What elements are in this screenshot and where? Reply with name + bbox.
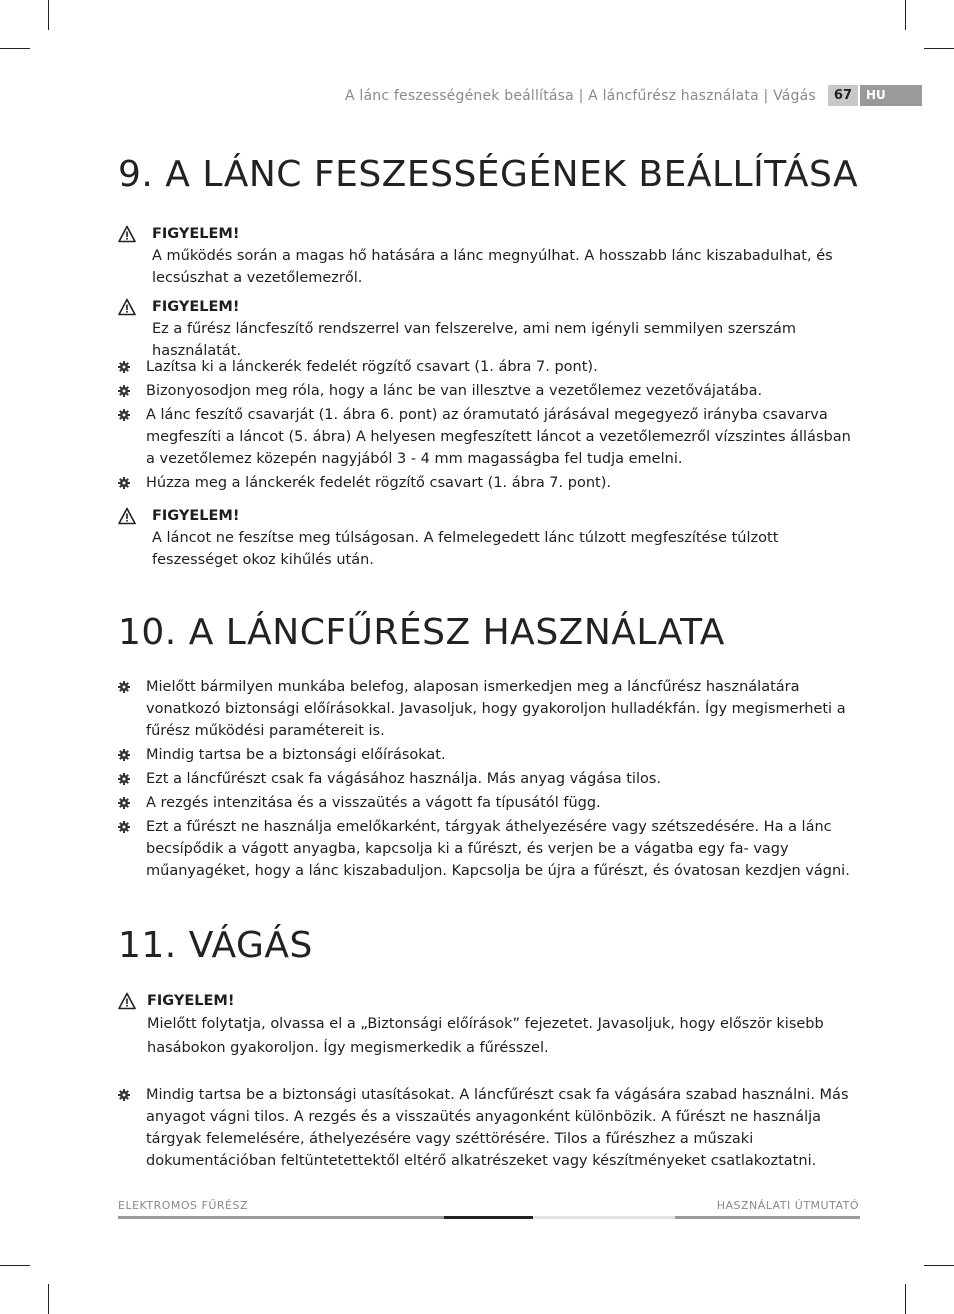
list-item bbox=[118, 744, 858, 766]
warning-block bbox=[118, 990, 858, 1060]
footer-rule bbox=[444, 1216, 533, 1219]
footer-rule bbox=[118, 1216, 444, 1219]
list-item bbox=[118, 792, 858, 814]
gear-bullet-icon bbox=[118, 797, 130, 809]
instruction-list bbox=[118, 676, 858, 884]
crop-mark bbox=[0, 48, 30, 49]
warning-title: FIGYELEM! bbox=[152, 508, 240, 524]
crop-mark bbox=[905, 0, 906, 30]
crop-mark bbox=[48, 0, 49, 30]
section-title: 10. A LÁNCFŰRÉSZ HASZNÁLATA bbox=[118, 612, 725, 653]
crop-mark bbox=[48, 1284, 49, 1314]
instruction-list bbox=[118, 356, 858, 496]
instruction-list bbox=[118, 1084, 858, 1174]
gear-bullet-icon bbox=[118, 477, 130, 489]
warning-text: A működés során a magas hő hatására a lánc megnyúlhat. A hosszabb lánc kiszabadulhat, és lecsúszhat a vezetőlemezről. bbox=[152, 248, 833, 286]
crop-mark bbox=[924, 48, 954, 49]
list-item-text: Ezt a fűrészt ne használja emelőkarként, tárgyak áthelyezésére vagy szétszedésére. Ha a lánc becsípődik a vágott anyagba, kapcsolja ki a fűrészt, és verjen be a vágatba egy fa- vagy műanyagéket, hogy a lánc kiszabaduljon. Kapcsolja be újra a fűrészt, és óvatosan kezdjen vágni. bbox=[146, 819, 850, 879]
section-title: 11. VÁGÁS bbox=[118, 925, 313, 966]
list-item bbox=[118, 768, 858, 790]
list-item bbox=[118, 404, 858, 470]
warning-block bbox=[118, 296, 858, 362]
list-item bbox=[118, 380, 858, 402]
warning-title: FIGYELEM! bbox=[147, 993, 235, 1009]
list-item-text: Lazítsa ki a lánckerék fedelét rögzítő csavart (1. ábra 7. pont). bbox=[146, 359, 598, 375]
gear-bullet-icon bbox=[118, 821, 130, 833]
breadcrumb: A lánc feszességének beállítása | A láncfűrész használata | Vágás bbox=[344, 87, 816, 104]
page-number: 67 bbox=[828, 85, 858, 106]
list-item bbox=[118, 676, 858, 742]
footer-rule bbox=[675, 1216, 860, 1219]
list-item bbox=[118, 472, 858, 494]
page-header bbox=[345, 85, 922, 106]
footer-product-name: ELEKTROMOS FŰRÉSZ bbox=[118, 1199, 249, 1212]
section-title: 9. A LÁNC FESZESSÉGÉNEK BEÁLLÍTÁSA bbox=[118, 154, 859, 195]
list-item bbox=[118, 356, 858, 378]
list-item-text: A lánc feszítő csavarját (1. ábra 6. pont) az óramutató járásával megegyező irányba csavarva megfeszíti a láncot (5. ábra) A helyesen megfeszített láncot a vezetőlemezről vízszintes állásban a vezetőlemez közepén nagyjából 3 - 4 mm magasságba fel tudja emelni. bbox=[146, 407, 851, 467]
warning-text: A láncot ne feszítse meg túlságosan. A felmelegedett lánc túlzott megfeszítése túlzott feszességet okoz kihűlés után. bbox=[152, 530, 779, 568]
warning-triangle-icon bbox=[118, 507, 136, 525]
list-item-text: Mindig tartsa be a biztonsági utasításokat. A láncfűrészt csak fa vágására szabad használni. Más anyagot vágni tilos. A rezgés és a visszaütés anyagonként különbözik. A fűrészt ne használja tárgyak felemelésére, áthelyezésére vagy széttörésére. Tilos a fűrészhez a műszaki dokumentációban feltüntetettektől eltérő alkatrészeket vagy készítményeket csatlakoztatni. bbox=[146, 1087, 849, 1169]
list-item-text: A rezgés intenzitása és a visszaütés a vágott fa típusától függ. bbox=[146, 795, 601, 811]
footer-manual-title: HASZNÁLATI ÚTMUTATÓ bbox=[716, 1199, 859, 1212]
crop-mark bbox=[0, 1265, 30, 1266]
list-item-text: Ezt a láncfűrészt csak fa vágásához használja. Más anyag vágása tilos. bbox=[146, 771, 662, 787]
list-item-text: Mindig tartsa be a biztonsági előírásokat. bbox=[146, 747, 446, 763]
footer-rule bbox=[533, 1216, 675, 1219]
gear-bullet-icon bbox=[118, 773, 130, 785]
gear-bullet-icon bbox=[118, 409, 130, 421]
warning-title: FIGYELEM! bbox=[152, 299, 240, 315]
crop-mark bbox=[924, 1265, 954, 1266]
crop-mark bbox=[905, 1284, 906, 1314]
list-item-text: Bizonyosodjon meg róla, hogy a lánc be van illesztve a vezetőlemez vezetővájatába. bbox=[146, 383, 763, 399]
warning-block bbox=[118, 223, 858, 289]
gear-bullet-icon bbox=[118, 749, 130, 761]
warning-triangle-icon bbox=[118, 298, 136, 316]
gear-bullet-icon bbox=[118, 681, 130, 693]
list-item bbox=[118, 1084, 858, 1172]
list-item-text: Húzza meg a lánckerék fedelét rögzítő csavart (1. ábra 7. pont). bbox=[146, 475, 611, 491]
gear-bullet-icon bbox=[118, 361, 130, 373]
warning-text: Ez a fűrész láncfeszítő rendszerrel van felszerelve, ami nem igényli semmilyen szerszám használatát. bbox=[152, 321, 797, 359]
warning-block bbox=[118, 505, 858, 571]
gear-bullet-icon bbox=[118, 385, 130, 397]
warning-triangle-icon bbox=[118, 225, 136, 243]
warning-title: FIGYELEM! bbox=[152, 226, 240, 242]
list-item bbox=[118, 816, 858, 882]
warning-text: Mielőtt folytatja, olvassa el a „Biztonsági előírások” fejezetet. Javasoljuk, hogy először kisebb hasábokon gyakoroljon. Így megismerkedik a fűrésszel. bbox=[147, 1016, 824, 1056]
language-badge: HU bbox=[860, 85, 922, 106]
warning-triangle-icon bbox=[118, 992, 136, 1010]
list-item-text: Mielőtt bármilyen munkába belefog, alaposan ismerkedjen meg a láncfűrész használatára vonatkozó biztonsági előírásokkal. Javasoljuk, hogy gyakoroljon hulladékfán. Így megismerheti a fűrész működési paramétereit is. bbox=[146, 679, 846, 739]
gear-bullet-icon bbox=[118, 1089, 130, 1101]
